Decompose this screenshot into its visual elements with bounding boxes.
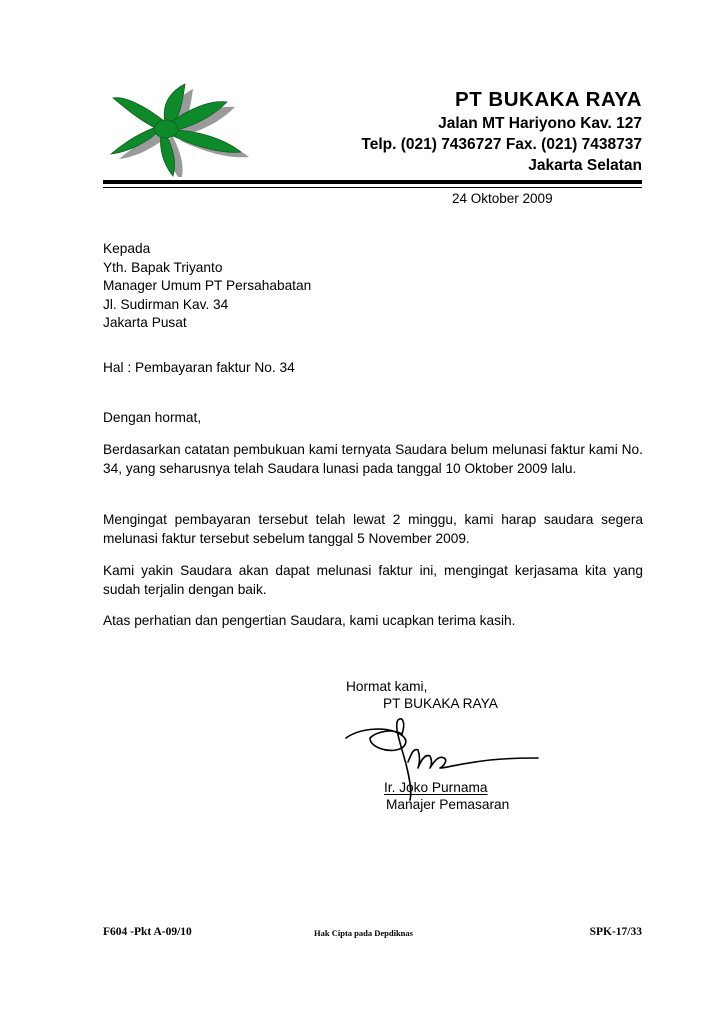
company-contact: Telp. (021) 7436727 Fax. (021) 7438737 [361,136,642,153]
letter-date: 24 Oktober 2009 [452,191,553,206]
paragraph-line: kami No. 34, yang seharusnya telah Saudara lunasi pada tanggal 10 Oktober [103,442,643,476]
recipient-line: Manager Umum PT Persahabatan [103,278,312,293]
signer-name: Ir. Joko Purnama [384,780,488,795]
company-name: PT BUKAKA RAYA [455,88,642,111]
letterhead-divider-thick [103,180,642,184]
body-paragraph [103,441,643,478]
recipient-block [103,240,643,333]
company-city: Jakarta Selatan [528,157,642,174]
footer-document-code: F604 -Pkt A-09/10 [103,926,192,938]
footer-copyright: Hak Cipta pada Depdiknas [314,928,413,938]
paragraph-line: melunasi faktur tersebut sebelum tanggal 5 November 2009. [103,530,470,546]
letter-greeting: Dengan hormat, [103,410,202,425]
letterhead-divider-thin [103,187,642,188]
recipient-line: Yth. Bapak Triyanto [103,259,223,275]
paragraph-line: Kami yakin Saudara akan dapat melunasi faktur ini, mengingat kerjasama kita [103,563,607,578]
paragraph-line: Mengingat pembayaran tersebut telah lewat 2 minggu, kami harap saudara segera [103,512,643,527]
paragraph-line: Berdasarkan catatan pembukuan kami ternyata Saudara belum melunasi faktur [103,442,585,457]
closing-salutation: Hormat kami, [346,679,428,694]
body-paragraph [103,511,643,548]
body-paragraph [103,612,643,631]
recipient-line: Jl. Sudirman Kav. 34 [103,296,229,312]
recipient-line: Kepada [103,241,151,256]
closing-company: PT BUKAKA RAYA [383,696,498,711]
letter-subject: Hal : Pembayaran faktur No. 34 [103,360,295,375]
paragraph-line: Atas perhatian dan pengertian Saudara, kami ucapkan terima kasih. [103,613,516,628]
recipient-line: Jakarta Pusat [103,315,187,330]
green-leaf-logo-icon [103,82,253,177]
signer-title: Manajer Pemasaran [386,797,510,812]
body-paragraph [103,562,643,599]
footer-page-code: SPK-17/33 [589,926,642,938]
paragraph-line: 2009 lalu. [516,460,577,476]
paragraph-line: yang sudah terjalin dengan baik. [103,563,643,597]
letterhead [361,86,642,176]
company-address: Jalan MT Hariyono Kav. 127 [438,115,642,132]
